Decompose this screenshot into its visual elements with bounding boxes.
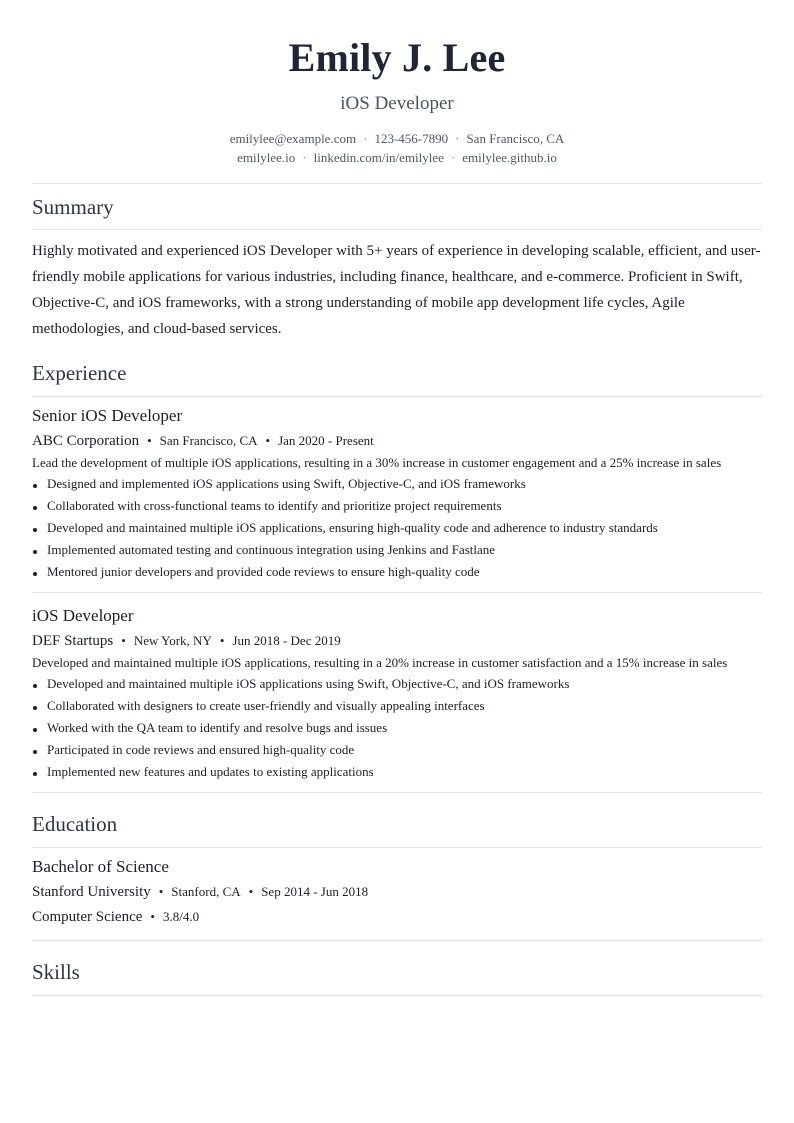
list-item: Worked with the QA team to identify and resolve bugs and issues <box>32 717 762 739</box>
list-item: Collaborated with designers to create user-friendly and visually appealing interfaces <box>32 695 762 717</box>
list-item: Collaborated with cross-functional teams to identify and prioritize project requirements <box>32 495 762 517</box>
job-title: Senior iOS Developer <box>32 406 183 425</box>
divider <box>32 995 762 996</box>
phone-text: 123-456-7890 <box>374 131 449 146</box>
job-dates: Jan 2020 - Present <box>278 433 374 448</box>
summary-text: Highly motivated and experienced iOS Developer with 5+ years of experience in developing scalable, efficient, and user-friendly mobile applications for various industries, including finance, healthcare, and e-commerce. Proficient in Swift, Objective-C, and iOS frameworks, with a strong understanding of mobile app development life cycles, Agile methodologies, and cloud-based services. <box>32 243 761 337</box>
job-bullets <box>32 473 762 583</box>
divider <box>32 592 762 593</box>
linkedin-link[interactable]: linkedin.com/in/emilylee <box>313 150 444 165</box>
summary-section <box>32 194 762 342</box>
divider <box>32 229 762 230</box>
education-section <box>32 811 762 941</box>
meta-separator: • <box>150 909 155 924</box>
skills-heading: Skills <box>32 960 80 984</box>
job-location: New York, NY <box>133 633 212 648</box>
job-dates: Jun 2018 - Dec 2019 <box>232 633 341 648</box>
job-meta <box>32 431 762 451</box>
list-item: Participated in code reviews and ensured high-quality code <box>32 739 762 761</box>
meta-separator: • <box>219 633 225 648</box>
job-entry <box>32 605 762 783</box>
meta-separator: • <box>147 433 152 448</box>
job-entry <box>32 405 762 583</box>
github-link[interactable]: emilylee.github.io <box>462 150 557 165</box>
field-of-study: Computer Science <box>32 909 143 925</box>
job-bullets <box>32 673 762 783</box>
gpa-text: 3.8/4.0 <box>162 909 200 924</box>
divider <box>32 396 762 397</box>
divider <box>32 792 762 793</box>
list-item: Developed and maintained multiple iOS applications using Swift, Objective-C, and iOS frameworks <box>32 673 762 695</box>
experience-section <box>32 360 762 793</box>
degree-title: Bachelor of Science <box>32 857 169 876</box>
candidate-role: iOS Developer <box>340 93 454 114</box>
education-meta <box>32 882 762 902</box>
list-item: Mentored junior developers and provided code reviews to ensure high-quality code <box>32 561 762 583</box>
contact-line-primary <box>32 129 762 148</box>
resume-header <box>32 36 762 167</box>
job-title: iOS Developer <box>32 606 134 625</box>
resume-page <box>32 0 762 996</box>
contact-separator: · <box>450 150 456 165</box>
meta-separator: • <box>248 884 254 899</box>
company-name: ABC Corporation <box>32 433 140 449</box>
list-item: Implemented automated testing and continuous integration using Jenkins and Fastlane <box>32 539 762 561</box>
meta-separator: • <box>158 884 164 899</box>
school-location: Stanford, CA <box>171 884 241 899</box>
contact-separator: · <box>455 131 460 146</box>
job-meta <box>32 631 762 651</box>
summary-heading: Summary <box>32 195 114 219</box>
contact-separator: · <box>302 150 307 165</box>
skills-section <box>32 959 762 996</box>
divider <box>32 940 762 941</box>
list-item: Designed and implemented iOS applications using Swift, Objective-C, and iOS frameworks <box>32 473 762 495</box>
list-item: Developed and maintained multiple iOS applications, ensuring high-quality code and adherence to industry standards <box>32 517 762 539</box>
website-link[interactable]: emilylee.io <box>237 150 296 165</box>
education-dates: Sep 2014 - Jun 2018 <box>261 884 369 899</box>
list-item: Implemented new features and updates to existing applications <box>32 761 762 783</box>
divider <box>32 847 762 848</box>
experience-heading: Experience <box>32 361 127 385</box>
contact-separator: · <box>363 131 368 146</box>
education-heading: Education <box>32 812 118 836</box>
candidate-name: Emily J. Lee <box>288 35 506 80</box>
school-name: Stanford University <box>32 884 151 900</box>
meta-separator: • <box>121 633 126 648</box>
company-name: DEF Startups <box>32 633 114 649</box>
job-description: Lead the development of multiple iOS applications, resulting in a 30% increase in customer engagement and a 25% increase in sales <box>32 455 722 470</box>
job-description: Developed and maintained multiple iOS applications, resulting in a 20% increase in customer satisfaction and a 15% increase in sales <box>32 655 728 670</box>
job-location: San Francisco, CA <box>159 433 258 448</box>
contact-line-secondary <box>32 148 762 167</box>
divider <box>32 183 762 184</box>
email-link[interactable]: emilylee@example.com <box>229 131 357 146</box>
location-text: San Francisco, CA <box>466 131 565 146</box>
education-field-line <box>32 907 762 927</box>
meta-separator: • <box>265 433 271 448</box>
